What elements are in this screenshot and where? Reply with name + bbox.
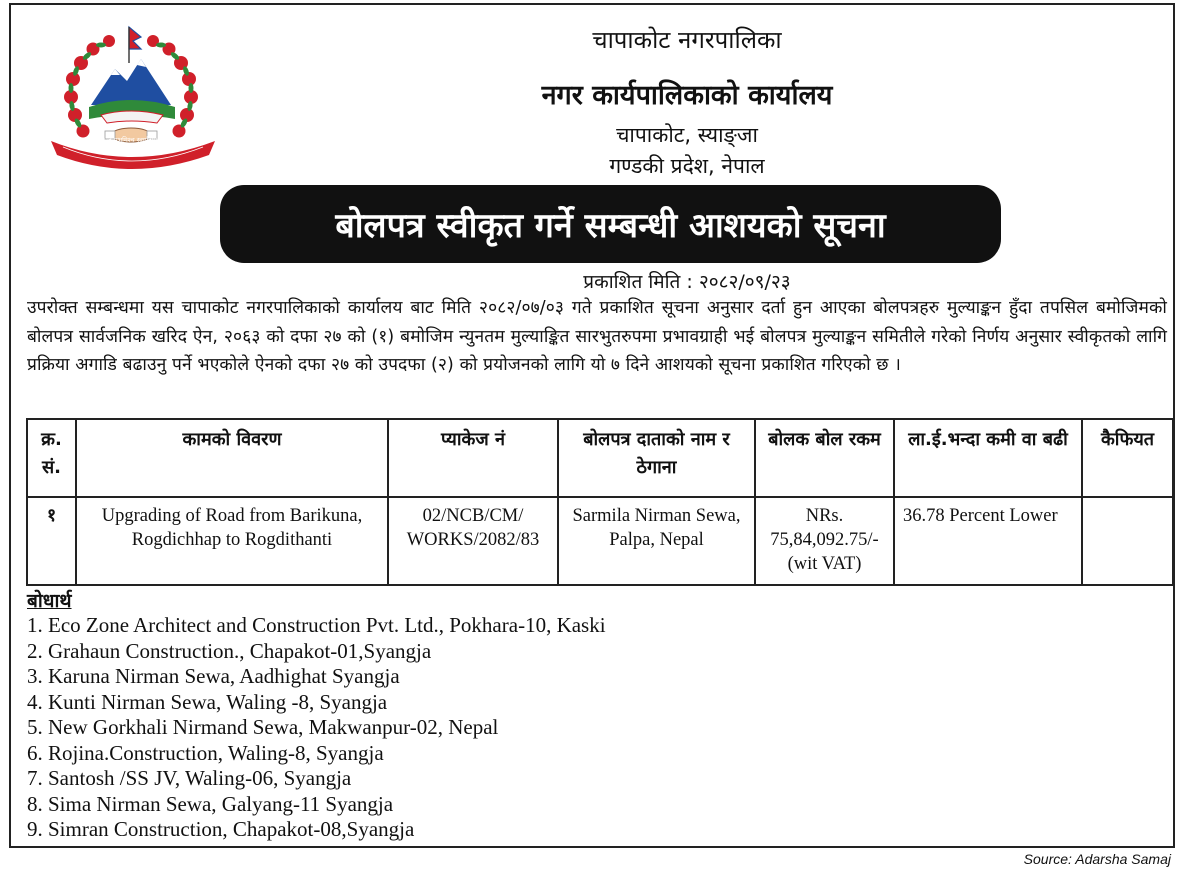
cell-sn: १ xyxy=(27,497,76,585)
header-package: प्याकेज नं xyxy=(388,419,558,497)
notice-title: बोलपत्र स्वीकृत गर्ने सम्बन्धी आशयको सूचना xyxy=(335,206,886,246)
header-amount: बोलक बोल रकम xyxy=(755,419,894,497)
header-work: कामको विवरण xyxy=(76,419,388,497)
table-row xyxy=(27,497,1173,585)
cell-remarks xyxy=(1082,497,1173,585)
reference-list xyxy=(27,613,606,843)
list-item: 6. Rojina.Construction, Waling-8, Syangja xyxy=(27,740,384,765)
header-sn: क्र. सं. xyxy=(27,419,76,497)
municipality-name: चापाकोट नगरपालिका xyxy=(592,26,782,54)
office-location: चापाकोट, स्याङ्जा xyxy=(616,123,758,147)
cell-package: 02/NCB/CM/ WORKS/2082/83 xyxy=(388,497,558,585)
cell-bidder: Sarmila Nirman Sewa, Palpa, Nepal xyxy=(558,497,755,585)
cell-amount: NRs. 75,84,092.75/- (wit VAT) xyxy=(755,497,894,585)
list-item: 1. Eco Zone Architect and Construction Pvt. Ltd., Pokhara-10, Kaski xyxy=(27,613,606,637)
list-item: 8. Sima Nirman Sewa, Galyang-11 Syangja xyxy=(27,791,394,816)
list-item: 2. Grahaun Construction., Chapakot-01,Syangja xyxy=(27,638,432,663)
source-credit: Source: Adarsha Samaj xyxy=(1023,851,1171,867)
published-date: प्रकाशित मिति : २०८२/०९/२३ xyxy=(583,271,791,293)
list-item: 7. Santosh /SS JV, Waling-06, Syangja xyxy=(27,766,352,790)
notice-frame xyxy=(9,3,1175,848)
list-item: 5. New Gorkhali Nirmand Sewa, Makwanpur-02, Nepal xyxy=(27,715,499,739)
cell-work: Upgrading of Road from Barikuna, Rogdichhap to Rogdithanti xyxy=(76,497,388,585)
notice-title-banner xyxy=(220,185,1001,263)
list-item: 4. Kunti Nirman Sewa, Waling -8, Syangja xyxy=(27,689,388,714)
notice-body: उपरोक्त सम्बन्धमा यस चापाकोट नगरपालिकाको कार्यालय बाट मिति २०८२/०७/०३ गते प्रकाशित सूचना अनुसार दर्ता हुन आएका बोलपत्रहरु मुल्याङ्कन हुँदा तपसिल बमोजिमको बोलपत्र सार्वजनिक खरिद ऐन, २०६३ को दफा २७ को (१) बमोजिम न्युनतम मुल्याङ्कित सारभुतरुपमा प्रभावग्राही भई बोलपत्र मुल्याङ्कन समितीले गरेको निर्णय अनुसार स्वीकृतको लागि प्रक्रिया अगाडि बढाउनु पर्ने भएकोले ऐनको दफा २७ को उपदफा (२) को प्रयोजनको लागि यो ७ दिने आशयको सूचना प्रकाशित गरिएको छ । xyxy=(27,298,1167,376)
cell-variance: 36.78 Percent Lower xyxy=(894,497,1082,585)
header-bidder: बोलपत्र दाताको नाम र ठेगाना xyxy=(558,419,755,497)
emblem-motto: जननी जन्मभूमिश्च स्वर्गादपि गरीयसी xyxy=(91,136,177,144)
table-header-row xyxy=(27,419,1173,497)
header-variance: ला.ई.भन्दा कमी वा बढी xyxy=(894,419,1082,497)
tender-table xyxy=(26,418,1174,586)
header-remarks: कैफियत xyxy=(1082,419,1173,497)
office-name: नगर कार्यपालिकाको कार्यालय xyxy=(541,80,833,111)
list-item: 3. Karuna Nirman Sewa, Aadhighat Syangja xyxy=(27,664,400,688)
reference-title: बोधार्थ xyxy=(27,590,72,612)
office-province: गण्डकी प्रदेश, नेपाल xyxy=(609,154,765,178)
list-item: 9. Simran Construction, Chapakot-08,Syangja xyxy=(27,817,415,841)
